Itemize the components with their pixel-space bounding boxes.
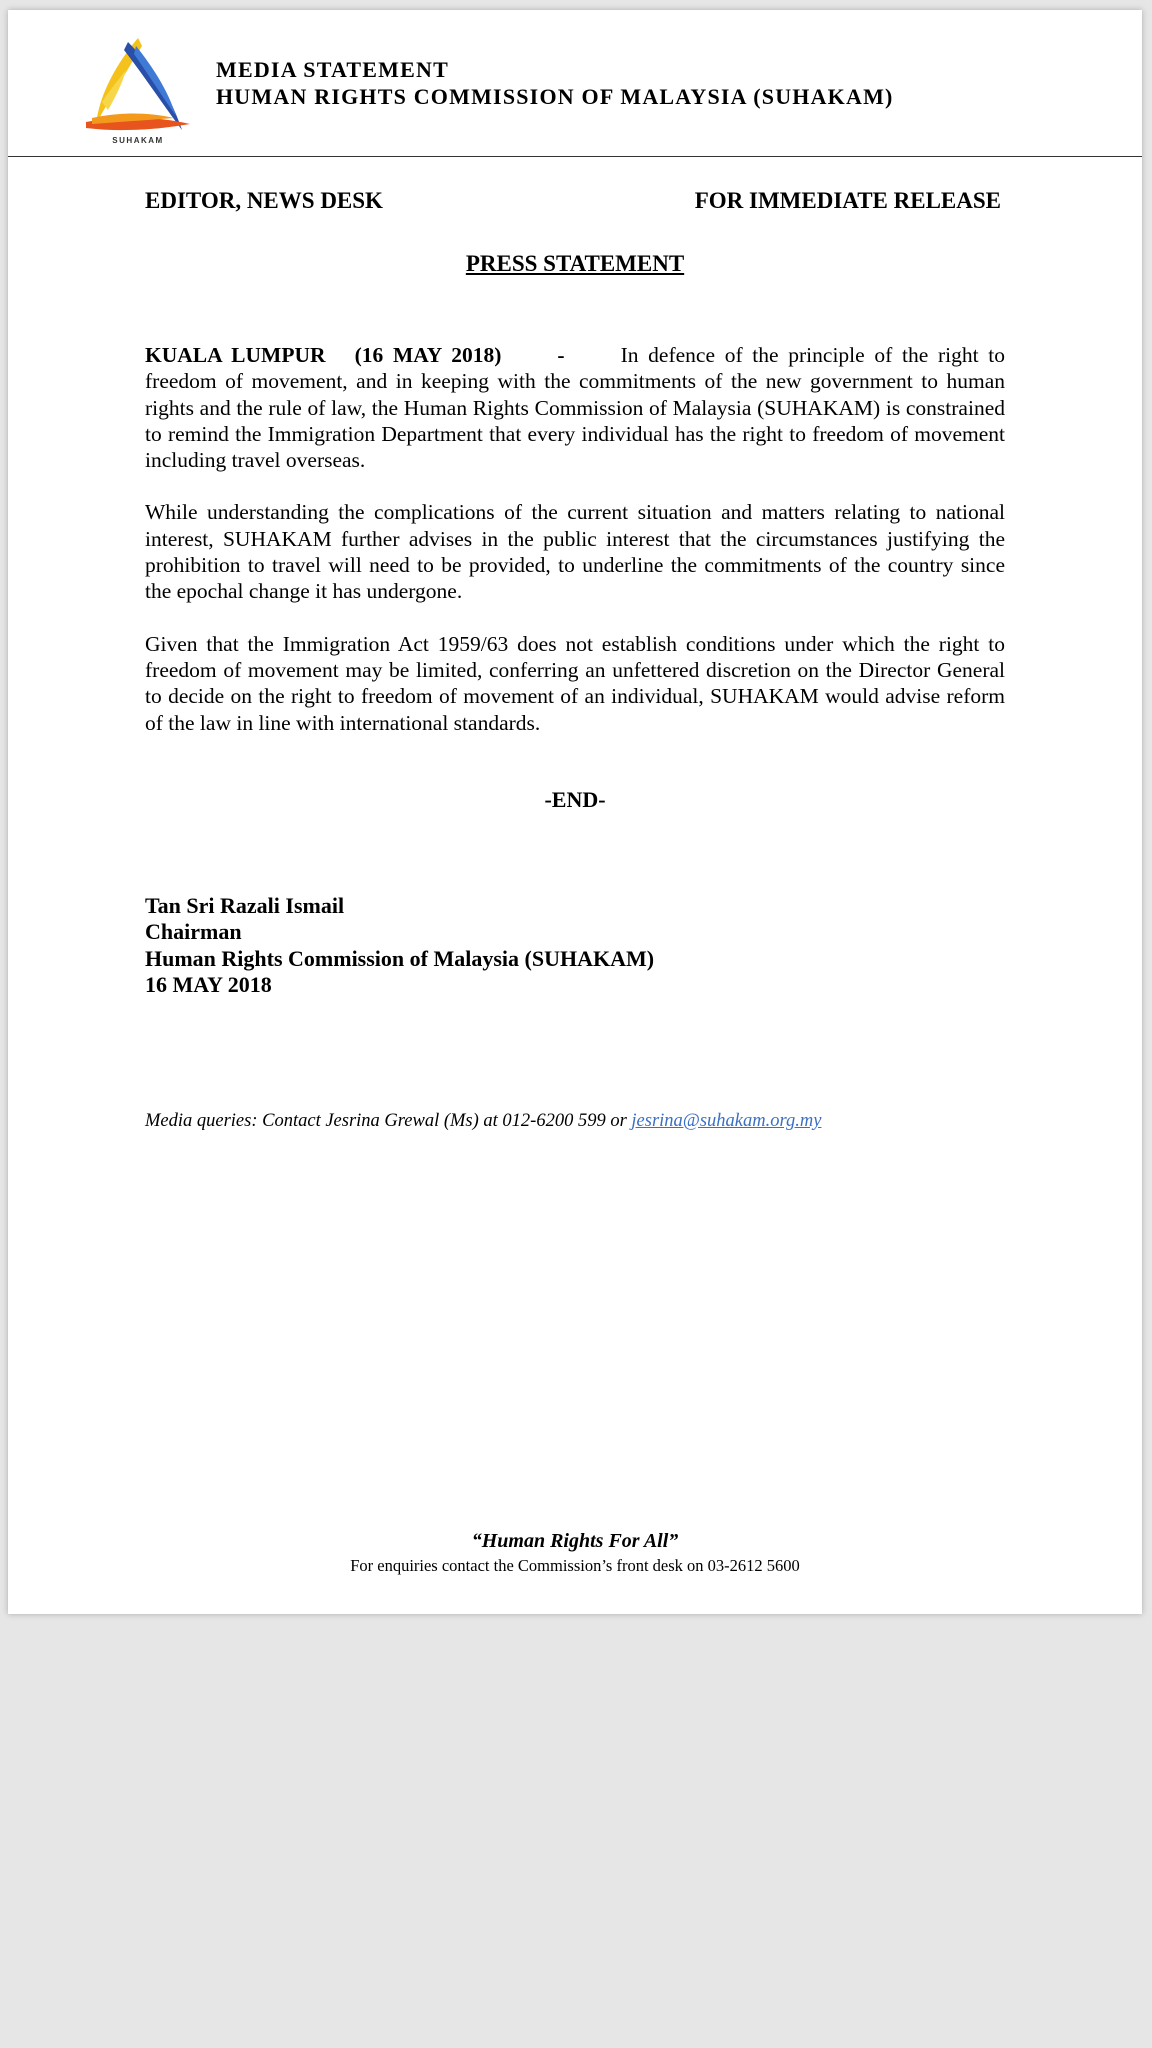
paragraph-1-text: In defence of the principle of the right to freedom of movement, and in keeping with the commitments of the new government to human rights and the rule of law, the Human Rights Commission of Malaysia (SUHAKAM) is constrained to remind the Immigration Department that every individual has the right to freedom of movement including travel overseas.	[145, 343, 1005, 473]
dateline	[145, 343, 621, 367]
end-marker: -END-	[544, 787, 606, 812]
contact-email-link[interactable]: jesrina@suhakam.org.my	[631, 1111, 822, 1131]
signatory-name: Tan Sri Razali Ismail	[145, 893, 345, 918]
footer-motto: “Human Rights For All”	[471, 1530, 679, 1552]
release-note: FOR IMMEDIATE RELEASE	[694, 188, 1001, 213]
dateline-dash: -	[557, 343, 565, 367]
header-divider	[8, 156, 1142, 157]
addressee: EDITOR, NEWS DESK	[145, 188, 383, 213]
signatory-title: Chairman	[145, 919, 242, 945]
signature-block	[145, 893, 654, 998]
signatory-organization: Human Rights Commission of Malaysia (SUHAKAM)	[145, 945, 655, 971]
logo-wordmark: SUHAKAM	[112, 136, 164, 145]
paragraph-3: Given that the Immigration Act 1959/63 does not establish conditions under which the right to freedom of movement may be limited, conferring an unfettered discretion on the Director General to decide on the right to freedom of movement of an individual, SUHAKAM would advise reform of the law in line with international standards.	[145, 631, 1005, 735]
paragraph-2: While understanding the complications of the current situation and matters relating to national interest, SUHAKAM further advises in the public interest that the circumstances justifying the prohibition to travel will need to be provided, to underline the commitments of the country since the epochal change it has undergone.	[145, 500, 1005, 604]
statement-body	[145, 342, 1005, 762]
document-page	[8, 10, 1142, 1614]
dateline-place-date: KUALA LUMPUR (16 MAY 2018)	[145, 343, 502, 367]
footer-contact: For enquiries contact the Commission’s front desk on 03-2612 5600	[350, 1556, 800, 1575]
suhakam-logo	[78, 32, 198, 152]
press-statement-title: PRESS STATEMENT	[465, 251, 685, 276]
suhakam-logo-icon	[78, 32, 198, 142]
header-line-organization: HUMAN RIGHTS COMMISSION OF MALAYSIA (SUHAKAM)	[216, 84, 894, 109]
paragraph-1	[145, 342, 1005, 473]
media-queries	[145, 1111, 821, 1132]
signature-date: 16 MAY 2018	[145, 971, 272, 997]
header-line-media-statement: MEDIA STATEMENT	[216, 57, 449, 82]
header-title	[216, 56, 894, 110]
media-queries-text: Media queries: Contact Jesrina Grewal (Ms) at 012-6200 599 or	[145, 1111, 632, 1131]
